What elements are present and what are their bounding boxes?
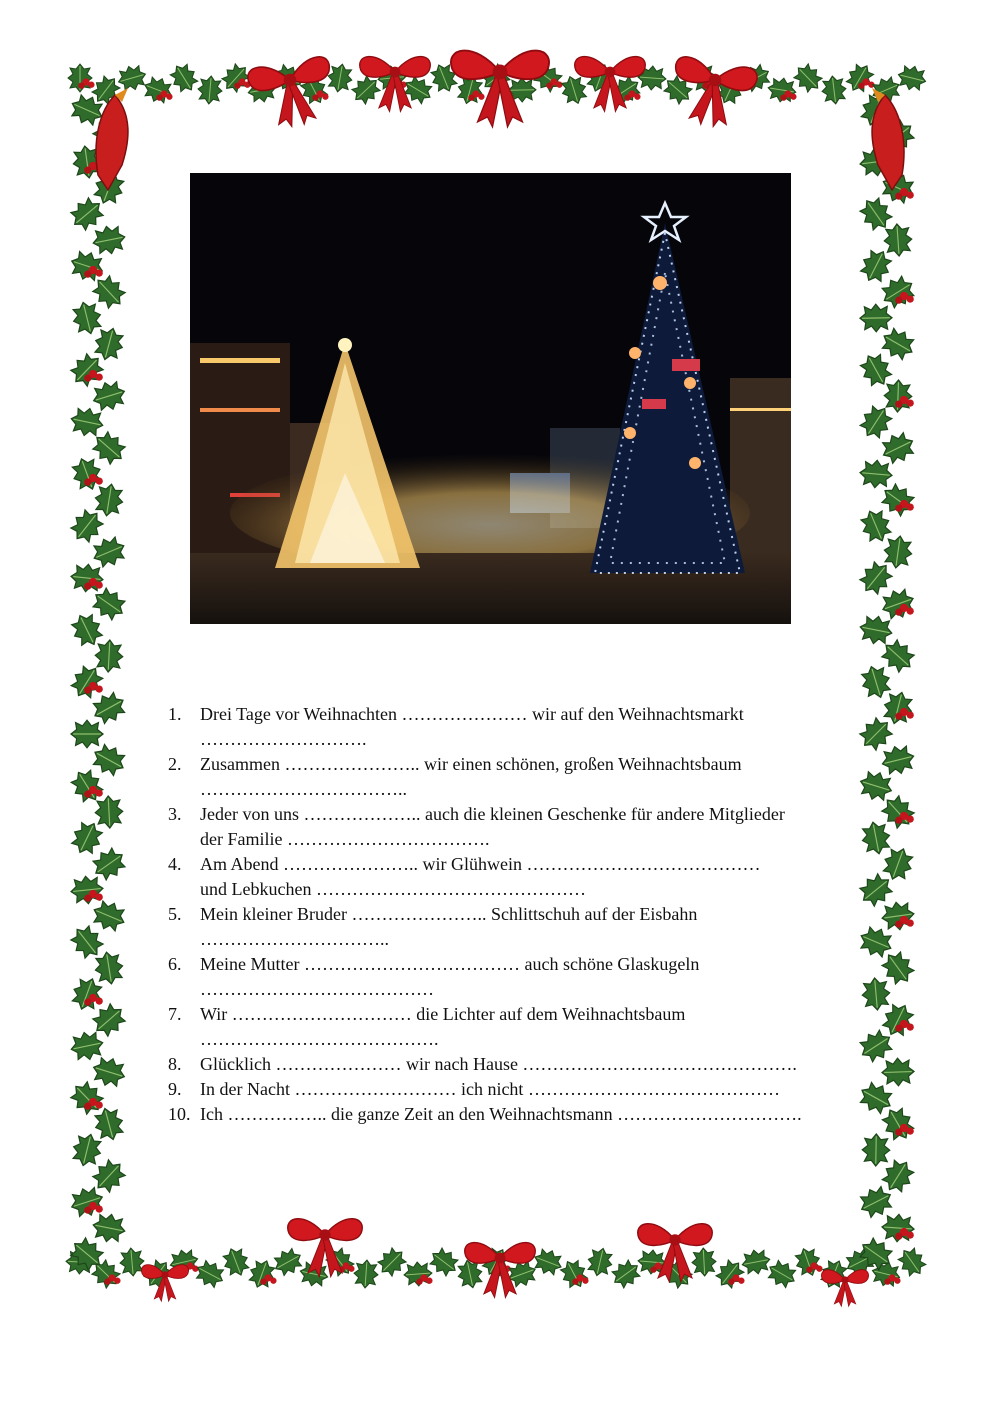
- item-text-line: Meine Mutter ……………………………… auch schöne Glaskugeln: [200, 954, 700, 974]
- item-number: 4.: [168, 854, 182, 874]
- item-text-line: Ich …………….. die ganze Zeit an den Weihnachtsmann ………………………….: [200, 1104, 802, 1124]
- item-text-line-continued: …………………………..: [200, 929, 389, 949]
- item-text-line-continued: der Familie …………………………….: [200, 829, 490, 849]
- exercise-item: [168, 702, 888, 752]
- item-text-line: In der Nacht ……………………… ich nicht ……………………………………: [200, 1079, 780, 1099]
- item-number: 10.: [168, 1104, 191, 1124]
- item-number: 5.: [168, 904, 182, 924]
- item-number: 1.: [168, 704, 182, 724]
- item-number: 9.: [168, 1079, 182, 1099]
- item-text-line-continued: …………………………………: [200, 979, 434, 999]
- item-number: 6.: [168, 954, 182, 974]
- exercise-item: [168, 1052, 888, 1077]
- exercise-item: [168, 752, 888, 802]
- exercise-list: [168, 702, 888, 1127]
- item-text-line: Drei Tage vor Weihnachten ………………… wir auf den Weihnachtsmarkt: [200, 704, 744, 724]
- exercise-item: [168, 902, 888, 952]
- exercise-item: [168, 1002, 888, 1052]
- item-text-line: Wir ………………………… die Lichter auf dem Weihnachtsbaum: [200, 1004, 686, 1024]
- exercise-item: [168, 1077, 888, 1102]
- item-text-line-continued: und Lebkuchen ………………………………………: [200, 879, 586, 899]
- item-number: 3.: [168, 804, 182, 824]
- exercise-item: [168, 1102, 888, 1127]
- item-text-line-continued: ……………………….: [200, 729, 367, 749]
- item-text-line-continued: ………………………………….: [200, 1029, 439, 1049]
- item-text-line: Am Abend ………………….. wir Glühwein …………………………………: [200, 854, 761, 874]
- item-text-line-continued: ……………………………..: [200, 779, 407, 799]
- exercise-item: [168, 802, 888, 852]
- item-text-line: Mein kleiner Bruder ………………….. Schlittschuh auf der Eisbahn: [200, 904, 698, 924]
- exercise-item: [168, 952, 888, 1002]
- item-number: 7.: [168, 1004, 182, 1024]
- item-text-line: Jeder von uns ……………….. auch die kleinen Geschenke für andere Mitglieder: [200, 804, 785, 824]
- item-text-line: Glücklich ………………… wir nach Hause ……………………………………….: [200, 1054, 797, 1074]
- item-number: 8.: [168, 1054, 182, 1074]
- exercise-item: [168, 852, 888, 902]
- christmas-market-photo: [190, 173, 791, 624]
- item-text-line: Zusammen ………………….. wir einen schönen, großen Weihnachtsbaum: [200, 754, 742, 774]
- item-number: 2.: [168, 754, 182, 774]
